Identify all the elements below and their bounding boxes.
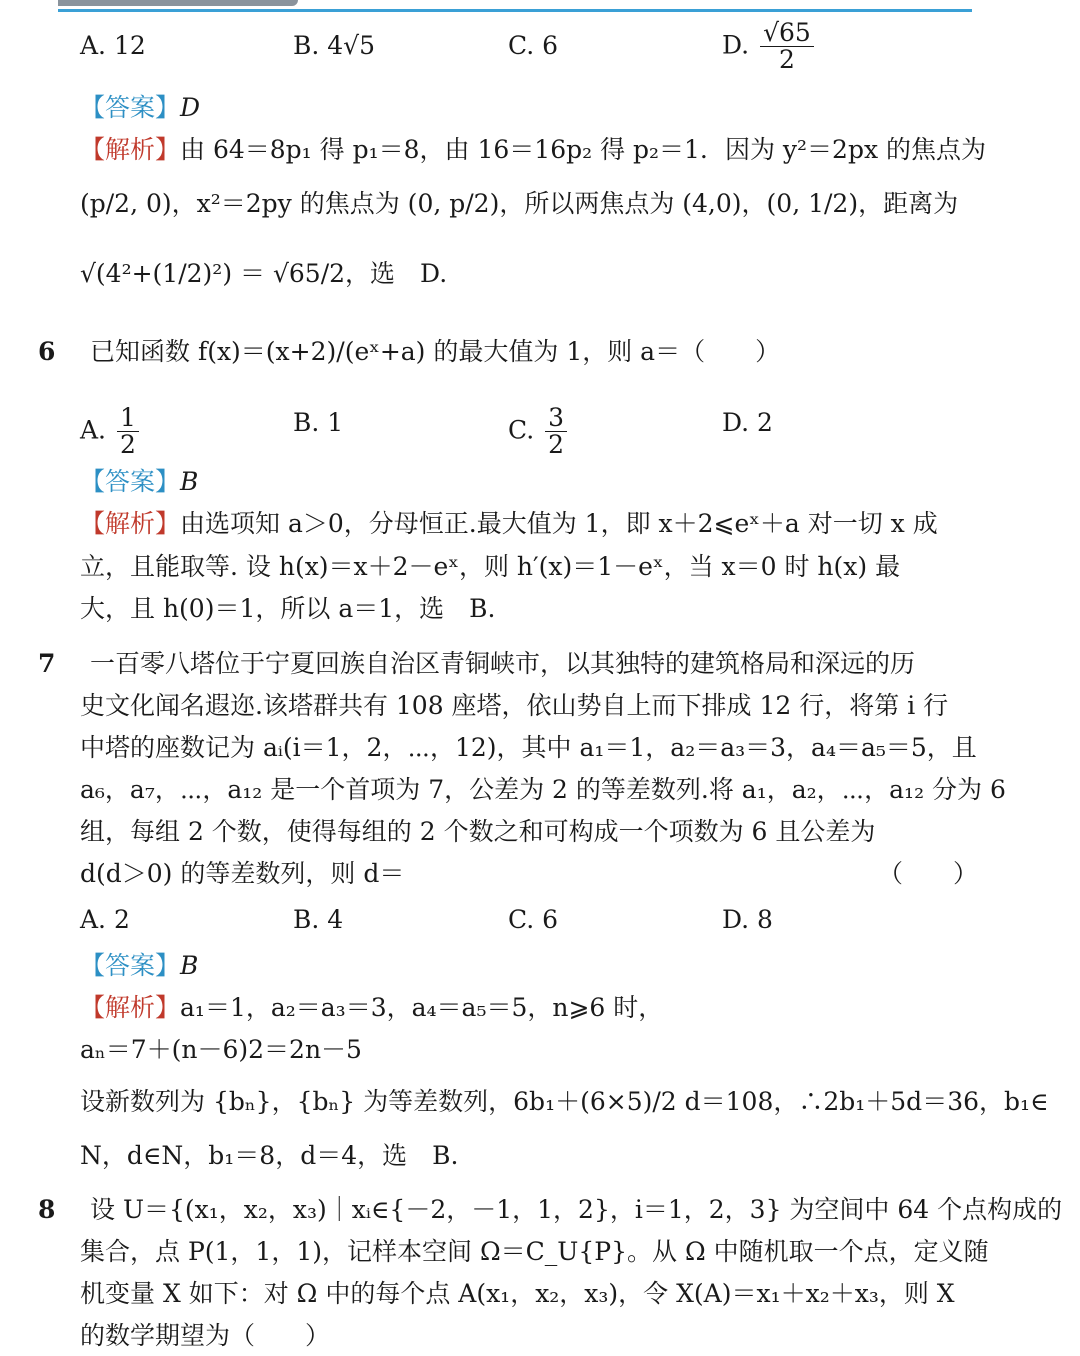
q5-answer: [80, 90, 980, 125]
q6-analysis-line-1: 【解析】由选项知 a＞0，分母恒正.最大值为 1，即 x＋2⩽eˣ＋a 对一切 x 成: [80, 509, 938, 538]
q7-stem-line-1: 一百零八塔位于宁夏回族自治区青铜峡市，以其独特的建筑格局和深远的历: [90, 649, 916, 678]
answer-tag: 【答案】: [80, 951, 181, 980]
q5-analysis-line-1: 【解析】由 64＝8p₁ 得 p₁＝8，由 16＝16p₂ 得 p₂＝1．因为 y²＝2px 的焦点为: [80, 135, 986, 164]
q7-stem-line-5: 组，每组 2 个数，使得每组的 2 个数之和可构成一个项数为 6 且公差为: [80, 817, 876, 846]
q7-stem-line-3: 中塔的座数记为 aᵢ(i＝1，2，⋯，12)，其中 a₁＝1，a₂＝a₃＝3，a₄＝a₅＝5，且: [80, 733, 977, 762]
q8-stem-line-3: 机变量 X 如下：对 Ω 中的每个点 A(x₁，x₂，x₃)，令 X(A)＝x₁＋x₂＋x₃，则 X: [80, 1279, 955, 1308]
q7-analysis-line-1: 【解析】a₁＝1，a₂＝a₃＝3，a₄＝a₅＝5，n⩾6 时，: [80, 993, 664, 1022]
q6-analysis-line-3: 大，且 h(0)＝1，所以 a＝1，选 B.: [80, 594, 496, 623]
q7-option-a: A. 2: [80, 905, 130, 934]
q6-analysis-line-2: 立，且能取等. 设 h(x)＝x＋2－eˣ，则 h′(x)＝1－eˣ，当 x＝0 时 h(x) 最: [80, 552, 901, 581]
q5-option-d-numerator: √65: [760, 20, 814, 47]
q6-option-a: A. $\frac{1}{2}$: [80, 405, 142, 459]
q5-analysis-line-3: √(4²+(1/2)²) ＝ √65/2，选 D.: [80, 259, 448, 288]
q8-stem-line-1: 设 U＝{(x₁，x₂，x₃)｜xᵢ∈{－2，－1，1，2}，i＝1，2，3} 为空间中 64 个点构成的: [90, 1195, 1063, 1224]
answer-value: B: [180, 467, 199, 496]
answer-value: B: [180, 951, 199, 980]
header-fragment: [58, 0, 298, 6]
q6-number: 6: [38, 337, 56, 366]
q8-stem-line-2: 集合，点 P(1，1，1)，记样本空间 Ω＝C_U{P}。从 Ω 中随机取一个点，定义随: [80, 1237, 989, 1266]
q7-option-d: D. 8: [722, 905, 773, 934]
q7-analysis-line-3: 设新数列为 {bₙ}，{bₙ} 为等差数列，6b₁＋(6×5)/2 d＝108，∴2b₁＋5d＝36，b₁∈: [80, 1087, 1049, 1116]
q7-answer: [80, 948, 980, 983]
q6-option-b: B. 1: [293, 408, 344, 437]
q5-option-d-denominator: 2: [778, 45, 795, 75]
q8-stem-line-4: 的数学期望为（ ）: [80, 1321, 331, 1350]
q7-option-b: B. 4: [293, 905, 344, 934]
q8-number: 8: [38, 1195, 56, 1224]
q7-answer-bracket: （ ）: [878, 859, 979, 888]
answer-tag: 【答案】: [80, 93, 181, 122]
q5-option-c: C. 6: [508, 31, 559, 60]
q7-analysis-line-4: N，d∈N，b₁＝8，d＝4，选 B.: [80, 1141, 459, 1170]
q7-stem-line-6: d(d＞0) 的等差数列，则 d＝: [80, 859, 405, 888]
analysis-tag: 【解析】: [80, 509, 181, 538]
answer-value: D: [180, 93, 201, 122]
q7-option-c: C. 6: [508, 905, 559, 934]
header-rule: [58, 0, 972, 14]
q6-stem: 已知函数 f(x)＝(x+2)/(eˣ+a) 的最大值为 1，则 a＝（ ）: [90, 337, 781, 366]
analysis-tag: 【解析】: [80, 993, 181, 1022]
header-line: [58, 9, 972, 12]
q5-option-a: A. 12: [80, 31, 146, 60]
q5-option-d: D. $\frac{√65}{2}$: [722, 20, 817, 74]
q7-stem-line-4: a₆，a₇，⋯，a₁₂ 是一个首项为 7，公差为 2 的等差数列.将 a₁，a₂，⋯，a₁₂ 分为 6: [80, 775, 1006, 804]
q5-analysis-line-2: (p/2, 0)，x²＝2py 的焦点为 (0, p/2)，所以两焦点为 (4,0)，(0, 1/2)，距离为: [80, 189, 959, 218]
q6-option-c: C. $\frac{3}{2}$: [508, 405, 570, 459]
q5-option-b: B. 4√5: [293, 31, 376, 60]
analysis-tag: 【解析】: [80, 135, 181, 164]
q6-answer: [80, 464, 980, 499]
q6-option-d: D. 2: [722, 408, 773, 437]
q7-analysis-line-2: aₙ＝7＋(n－6)2＝2n－5: [80, 1035, 362, 1064]
q7-number: 7: [38, 649, 56, 678]
q7-stem-line-2: 史文化闻名遐迩.该塔群共有 108 座塔，依山势自上而下排成 12 行，将第 i 行: [80, 691, 949, 720]
answer-tag: 【答案】: [80, 467, 181, 496]
